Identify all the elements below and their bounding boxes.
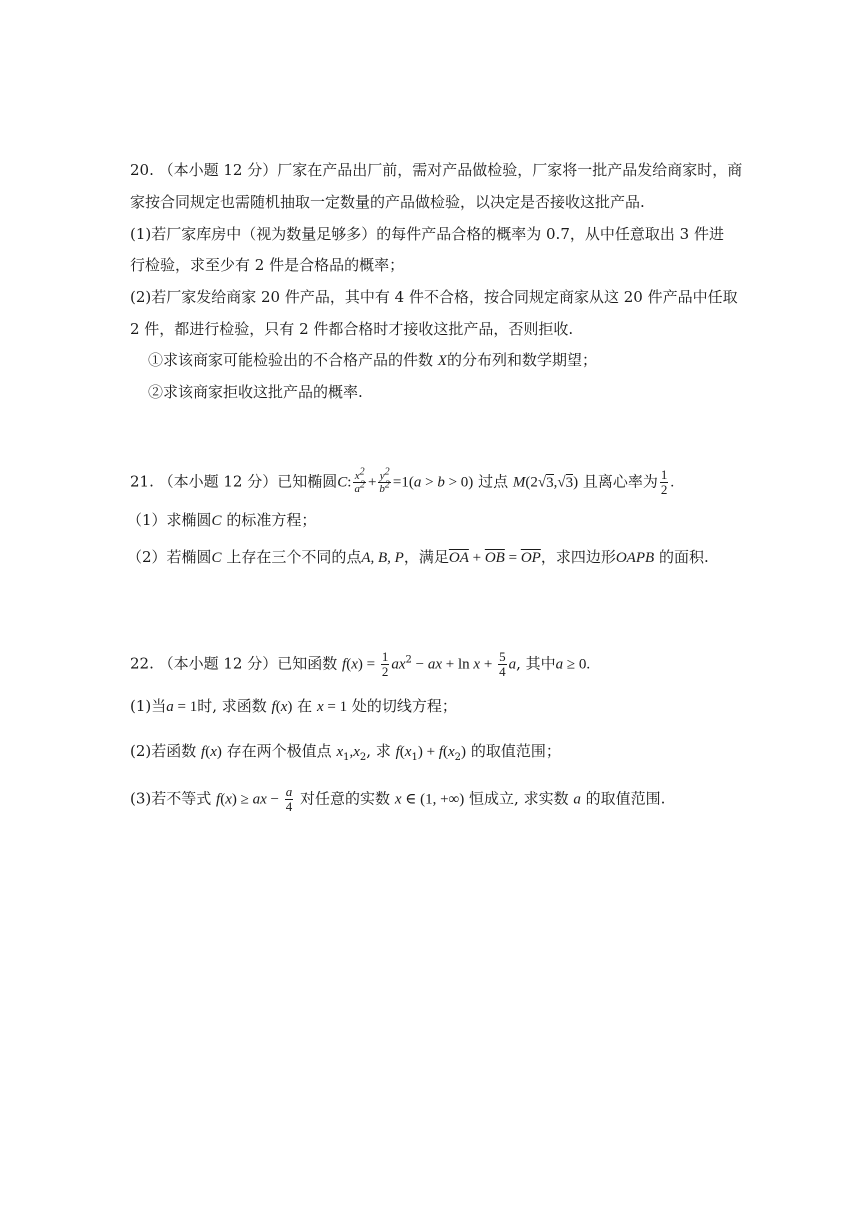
problem-22-part-2: (2)若函数 f(x) 存在两个极值点 $x_1,x_2$, 求 $f(x_1) + f(x_2)$ 的取值范围； <box>130 742 561 763</box>
problem-20-part-1-line-2: 行检验，求至少有 2 件是合格品的概率； <box>130 256 405 274</box>
problem-20-part-1-line-1: (1)若厂家库房中（视为数量足够多）的每件产品合格的概率为 0.7，从中任意取出 3 件进 <box>130 225 724 243</box>
problem-20-subpart-2: ②求该商家拒收这批产品的概率. <box>148 383 363 401</box>
problem-22-part-3: (3)若不等式 f(x) ≥ ax − $\frac{a}{4}$ 对任意的实数 x ∈ (1, +∞) 恒成立, 求实数 a 的取值范围. <box>130 784 666 814</box>
problem-20-part-2-line-2: 2 件，都进行检验，只有 2 件都合格时才接收这批产品，否则拒收. <box>130 320 574 338</box>
problem-21-part-1: （1）求椭圆C 的标准方程； <box>127 511 317 529</box>
problem-20-part-2-line-1: (2)若厂家发给商家 20 件产品，其中有 4 件不合格，按合同规定商家从这 20 件产品中任取 <box>130 288 738 306</box>
problem-21-statement: 21. （本小题 12 分）已知椭圆C: $\frac{x^2}{a^2}$ + $\frac{y^2}{b^2}$ =1(a > b > 0) 过点 M(2√3,√3) 且离心率为 $\frac{1}{2}$ . <box>130 466 675 497</box>
problem-20-line-2: 家按合同规定也需随机抽取一定数量的产品做检验，以决定是否接收这批产品. <box>130 193 645 211</box>
problem-21-part-2: （2）若椭圆C 上存在三个不同的点A, B, P，满足$\overline{OA} + \overline{OB} = \overline{OP}$，求四边形OAPB 的面积. <box>127 548 709 566</box>
problem-22-part-1: (1)当a = 1时, 求函数 f(x) 在 x = 1 处的切线方程； <box>130 697 457 715</box>
problem-22-statement: 22. （本小题 12 分）已知函数 f(x) = $\frac{1}{2}$ $ax^2$ − ax + ln x + $\frac{5}{4}$ a, 其中a ≥ 0. <box>130 649 591 679</box>
problem-20-subpart-1: ①求该商家可能检验出的不合格产品的件数 X的分布列和数学期望； <box>148 351 597 369</box>
problem-20-line-1: 20. （本小题 12 分）厂家在产品出厂前，需对产品做检验，厂家将一批产品发给商家时，商 <box>130 161 743 179</box>
